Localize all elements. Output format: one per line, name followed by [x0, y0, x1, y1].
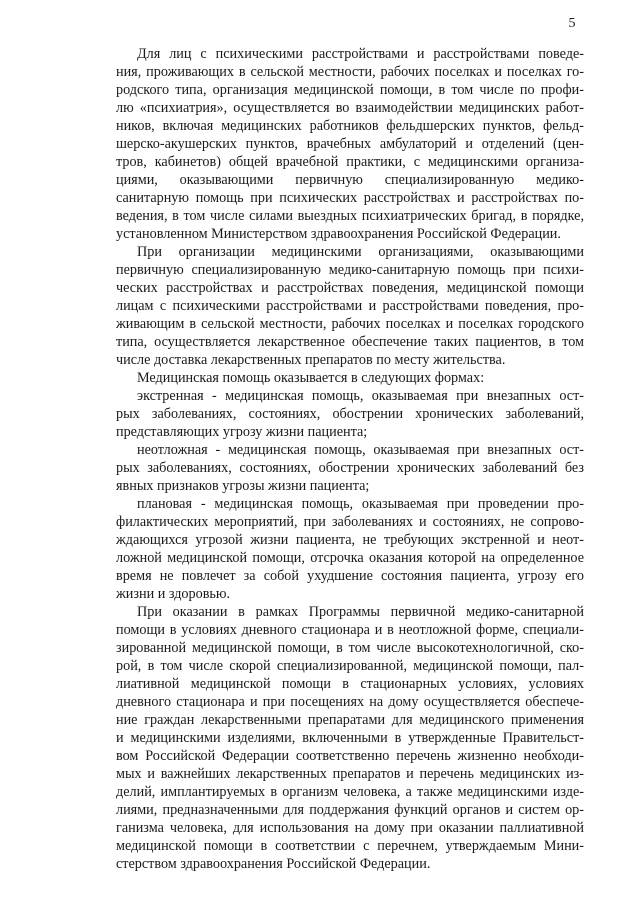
text-line: представляющих угрозу жизни пациента;: [116, 424, 368, 440]
text-line: лиями, предназначенными для поддержания функций органов и систем ор-: [116, 802, 584, 818]
text-line: первичную специализированную медико-санитарную помощь при психи-: [116, 262, 584, 278]
text-line: родского типа, организация медицинской помощи, в том числе по профи-: [116, 82, 584, 98]
text-line: ганизма человека, для использования на дому при оказании паллиативной: [116, 820, 584, 836]
text-line: ние граждан лекарственными препаратами для медицинского применения: [116, 712, 584, 728]
text-line: помощи в условиях дневного стационара и в неотложной форме, специали-: [116, 622, 584, 638]
text-line: тров, кабинетов) общей врачебной практики, с медицинскими организа-: [116, 154, 584, 170]
text-line: мых и важнейших лекарственных препаратов и перечень медицинских из-: [116, 766, 584, 782]
text-line: явных признаков угрозы жизни пациента;: [116, 478, 370, 494]
text-line: числе доставка лекарственных препаратов по месту жительства.: [116, 352, 506, 368]
text-line: лицам с психическими расстройствами и расстройствами поведения, про-: [116, 298, 584, 314]
text-line: лиативной медицинской помощи в стационарных условиях, условиях: [116, 676, 584, 692]
text-line: санитарную помощь при психических расстройствах и расстройствах по-: [116, 190, 584, 206]
text-line: установленном Министерством здравоохранения Российской Федерации.: [116, 226, 561, 242]
text-line: ческих расстройствах и расстройствах поведения, медицинской помощи: [116, 280, 584, 296]
text-line: При оказании в рамках Программы первичной медико-санитарной: [137, 604, 584, 620]
text-line: шерско-акушерских пунктов, врачебных амбулаторий и отделений (цен-: [116, 136, 584, 152]
text-line: делий, имплантируемых в организм человека, а также медицинскими изде-: [116, 784, 584, 800]
text-line: зированной медицинской помощи, в том числе высокотехнологичной, ско-: [116, 640, 584, 656]
text-line: время не повлечет за собой ухудшение состояния пациента, угрозу его: [116, 568, 584, 584]
text-line: дневного стационара и при посещениях на дому осуществляется обеспече-: [116, 694, 584, 710]
text-line: рой, в том числе скорой специализированной, медицинской помощи, пал-: [116, 658, 584, 674]
text-line: лю «психиатрия», осуществляется во взаимодействии медицинских работ-: [116, 100, 584, 116]
text-line: Медицинская помощь оказывается в следующих формах:: [137, 370, 485, 386]
text-line: стерством здравоохранения Российской Федерации.: [116, 856, 431, 872]
text-line: ждающихся угрозой жизни пациента, не требующих экстренной и неот-: [116, 532, 584, 548]
page-number: 5: [568, 16, 576, 31]
text-line: вом Российской Федерации соответственно перечень жизненно необходи-: [116, 748, 584, 764]
text-line: ложной медицинской помощи, отсрочка оказания которой на определенное: [116, 550, 584, 566]
text-line: плановая - медицинская помощь, оказываемая при проведении про-: [137, 496, 584, 512]
text-line: экстренная - медицинская помощь, оказываемая при внезапных ост-: [137, 388, 584, 404]
text-line: При организации медицинскими организациями, оказывающими: [137, 244, 584, 260]
text-line: Для лиц с психическими расстройствами и расстройствами поведе-: [137, 46, 584, 62]
text-line: циями, оказывающими первичную специализированную медико-: [116, 172, 584, 188]
text-line: ния, проживающих в сельской местности, рабочих поселках и поселках го-: [116, 64, 584, 80]
text-line: живающим в сельской местности, рабочих поселках и поселках городского: [116, 316, 584, 332]
text-line: филактических мероприятий, при заболеваниях и состояниях, не сопрово-: [116, 514, 584, 530]
text-line: неотложная - медицинская помощь, оказываемая при внезапных ост-: [137, 442, 584, 458]
text-line: рых заболеваниях, состояниях, обострении хронических заболеваний,: [116, 406, 584, 422]
text-line: ников, включая медицинских работников фельдшерских пунктов, фельд-: [116, 118, 584, 134]
text-line: рых заболеваниях, состояниях, обострении хронических заболеваний без: [116, 460, 584, 476]
text-line: медицинской помощи в соответствии с перечнем, утверждаемым Мини-: [116, 838, 584, 854]
text-line: ведения, в том числе силами выездных психиатрических бригад, в порядке,: [116, 208, 584, 224]
text-line: типа, осуществляется лекарственное обеспечение таких пациентов, в том: [116, 334, 584, 350]
text-line: и медицинскими изделиями, включенными в утвержденные Правительст-: [116, 730, 584, 746]
text-line: жизни и здоровью.: [116, 586, 231, 602]
